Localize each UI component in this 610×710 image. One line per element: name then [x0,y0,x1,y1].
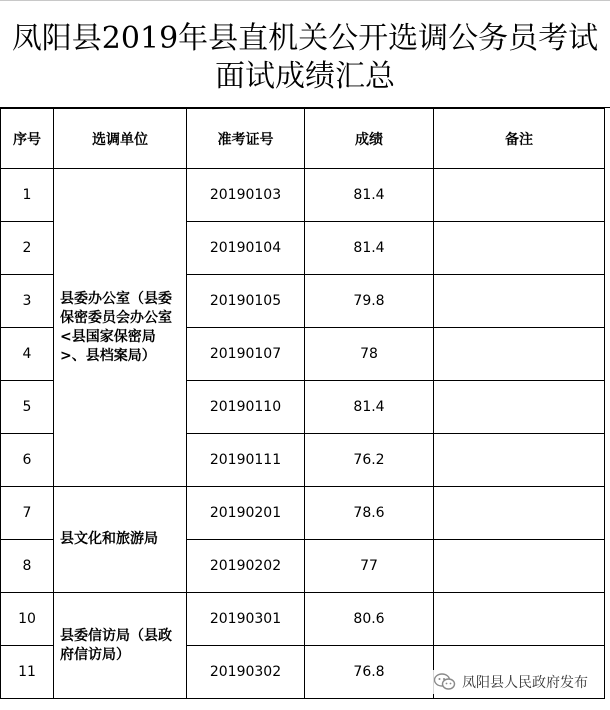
cell-note [434,381,605,434]
cell-exam-id: 20190110 [187,381,305,434]
cell-note [434,593,605,646]
cell-note [434,222,605,275]
cell-note [434,540,605,593]
cell-exam-id: 20190103 [187,169,305,222]
cell-seq: 10 [1,593,54,646]
cell-exam-id: 20190107 [187,328,305,381]
cell-score: 81.4 [305,169,434,222]
cell-exam-id: 20190201 [187,487,305,540]
cell-seq: 4 [1,328,54,381]
header-score: 成绩 [305,109,434,169]
cell-unit: 县委办公室（县委保密委员会办公室<县国家保密局>、县档案局） [54,169,187,487]
cell-unit: 县文化和旅游局 [54,487,187,593]
page-title-line-2: 面试成绩汇总 [215,59,395,94]
header-note: 备注 [434,109,605,169]
cell-seq: 8 [1,540,54,593]
cell-score: 77 [305,540,434,593]
cell-seq: 1 [1,169,54,222]
cell-score: 81.4 [305,381,434,434]
cell-score: 80.6 [305,593,434,646]
cell-note [434,487,605,540]
publisher-watermark [430,670,592,694]
header-exam-id: 准考证号 [187,109,305,169]
cell-seq: 3 [1,275,54,328]
cell-exam-id: 20190202 [187,540,305,593]
cell-exam-id: 20190301 [187,593,305,646]
cell-exam-id: 20190111 [187,434,305,487]
cell-score: 81.4 [305,222,434,275]
wechat-icon [434,673,456,691]
cell-score: 78 [305,328,434,381]
cell-exam-id: 20190302 [187,646,305,699]
cell-seq: 6 [1,434,54,487]
page-title-line-1: 凤阳县2019年县直机关公开选调公务员考试 [11,21,599,56]
cell-seq: 7 [1,487,54,540]
table-header-row [1,109,605,169]
cell-seq: 2 [1,222,54,275]
cell-score: 76.8 [305,646,434,699]
cell-note [434,169,605,222]
cell-unit: 县委信访局（县政府信访局） [54,593,187,699]
cell-exam-id: 20190105 [187,275,305,328]
cell-note [434,328,605,381]
table-row [1,169,605,222]
cell-score: 76.2 [305,434,434,487]
cell-note [434,275,605,328]
cell-score: 78.6 [305,487,434,540]
cell-score: 79.8 [305,275,434,328]
score-table [0,108,605,699]
watermark-text: 凤阳县人民政府发布 [462,675,588,691]
title-area [0,0,610,108]
table-row [1,593,605,646]
cell-seq: 11 [1,646,54,699]
header-unit: 选调单位 [54,109,187,169]
cell-seq: 5 [1,381,54,434]
table-row [1,487,605,540]
cell-note [434,434,605,487]
header-seq: 序号 [1,109,54,169]
cell-exam-id: 20190104 [187,222,305,275]
